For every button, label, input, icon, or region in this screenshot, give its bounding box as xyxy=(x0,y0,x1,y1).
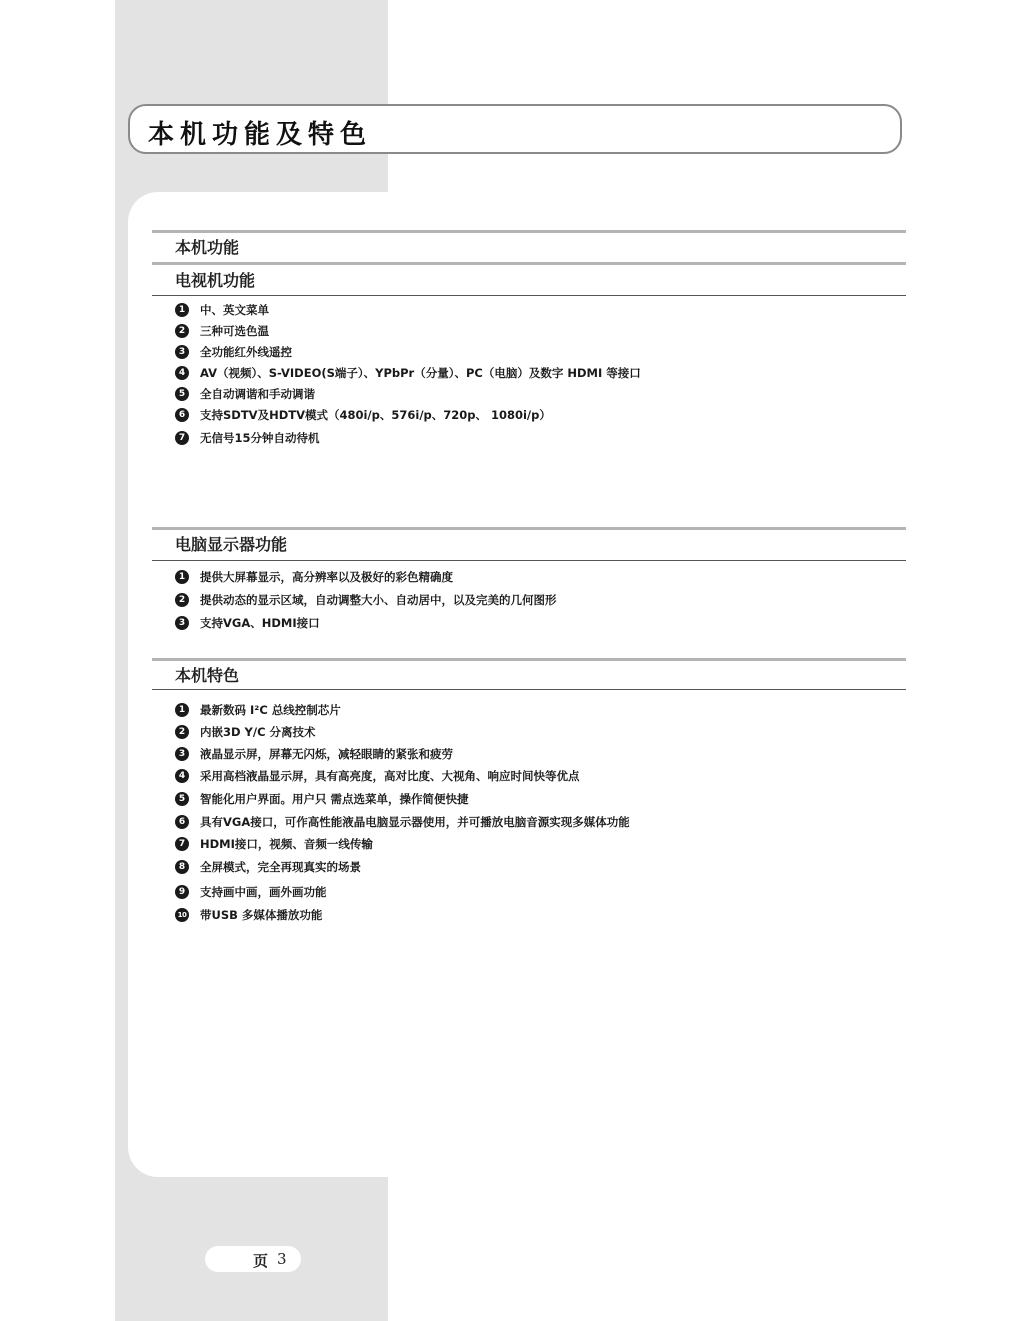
list-item-text: 三种可选色温 xyxy=(200,324,269,338)
list-item xyxy=(175,342,292,362)
list-item xyxy=(175,766,580,786)
page-label: 页 xyxy=(253,1252,269,1270)
list-item-text: 提供动态的显示区域，自动调整大小、自动居中，以及完美的几何图形 xyxy=(200,593,557,607)
section-rule xyxy=(152,262,906,265)
list-item xyxy=(175,428,320,448)
list-item xyxy=(175,613,320,633)
section-rule xyxy=(152,527,906,530)
list-item-text: AV（视频）、S-VIDEO(S端子）、YPbPr（分量）、PC（电脑）及数字 HDMI 等接口 xyxy=(200,366,641,380)
number-badge: 6 xyxy=(175,408,189,422)
list-item-text: 采用高档液晶显示屏，具有高亮度，高对比度、大视角、响应时间快等优点 xyxy=(200,769,580,783)
list-item-text: 具有VGA接口，可作高性能液晶电脑显示器使用，并可播放电脑音源实现多媒体功能 xyxy=(200,815,630,829)
number-badge: 2 xyxy=(175,593,189,607)
list-item xyxy=(175,905,322,925)
list-item xyxy=(175,384,315,404)
list-item-text: HDMI接口，视频、音频一线传输 xyxy=(200,837,373,851)
list-item-text: 液晶显示屏，屏幕无闪烁，减轻眼睛的紧张和疲劳 xyxy=(200,747,453,761)
number-badge: 2 xyxy=(175,324,189,338)
list-item xyxy=(175,882,327,902)
list-item xyxy=(175,300,269,320)
features-heading: 本机特色 xyxy=(175,666,240,685)
list-item-text: 中、英文菜单 xyxy=(200,303,269,317)
page-number-badge xyxy=(205,1246,301,1272)
heading-underline xyxy=(152,295,906,296)
list-item xyxy=(175,321,269,341)
list-item xyxy=(175,567,453,587)
heading-underline xyxy=(152,689,906,690)
title-box xyxy=(128,104,902,154)
list-item xyxy=(175,722,316,742)
section-rule xyxy=(152,658,906,661)
number-badge: 7 xyxy=(175,837,189,851)
list-item-text: 全屏模式，完全再现真实的场景 xyxy=(200,860,361,874)
list-item-text: 智能化用户界面。用户只 需点选菜单，操作简便快捷 xyxy=(200,792,469,806)
page-number: 3 xyxy=(277,1250,287,1268)
number-badge: 1 xyxy=(175,303,189,317)
number-badge: 6 xyxy=(175,815,189,829)
list-item xyxy=(175,834,373,854)
list-item-text: 支持VGA、HDMI接口 xyxy=(200,616,320,630)
number-badge: 4 xyxy=(175,366,189,380)
list-item xyxy=(175,857,361,877)
list-item xyxy=(175,812,630,832)
list-item-text: 提供大屏幕显示，高分辨率以及极好的彩色精确度 xyxy=(200,570,453,584)
number-badge: 9 xyxy=(175,885,189,899)
list-item xyxy=(175,590,557,610)
list-item-text: 无信号15分钟自动待机 xyxy=(200,431,320,445)
list-item xyxy=(175,789,469,809)
main-heading: 本机功能 xyxy=(175,238,240,257)
list-item-text: 支持画中画，画外画功能 xyxy=(200,885,327,899)
list-item-text: 内嵌3D Y/C 分离技术 xyxy=(200,725,316,739)
list-item-text: 全功能红外线遥控 xyxy=(200,345,292,359)
number-badge: 7 xyxy=(175,431,189,445)
number-badge: 5 xyxy=(175,387,189,401)
tv-heading: 电视机功能 xyxy=(175,271,256,290)
list-item-text: 带USB 多媒体播放功能 xyxy=(200,908,323,922)
number-badge: 10 xyxy=(175,908,189,922)
page-title: 本机功能及特色 xyxy=(148,120,373,150)
number-badge: 2 xyxy=(175,725,189,739)
number-badge: 5 xyxy=(175,792,189,806)
number-badge: 4 xyxy=(175,769,189,783)
number-badge: 3 xyxy=(175,747,189,761)
list-item xyxy=(175,744,453,764)
list-item xyxy=(175,363,641,383)
number-badge: 8 xyxy=(175,860,189,874)
heading-underline xyxy=(152,560,906,561)
number-badge: 3 xyxy=(175,616,189,630)
section-rule xyxy=(152,230,906,233)
list-item-text: 支持SDTV及HDTV模式（480i/p、576i/p、720p、 1080i/p） xyxy=(200,408,551,422)
list-item xyxy=(175,700,341,720)
list-item-text: 最新数码 I²C 总线控制芯片 xyxy=(200,703,341,717)
number-badge: 1 xyxy=(175,703,189,717)
number-badge: 1 xyxy=(175,570,189,584)
list-item xyxy=(175,405,551,425)
pc-heading: 电脑显示器功能 xyxy=(175,535,288,554)
number-badge: 3 xyxy=(175,345,189,359)
list-item-text: 全自动调谐和手动调谐 xyxy=(200,387,315,401)
